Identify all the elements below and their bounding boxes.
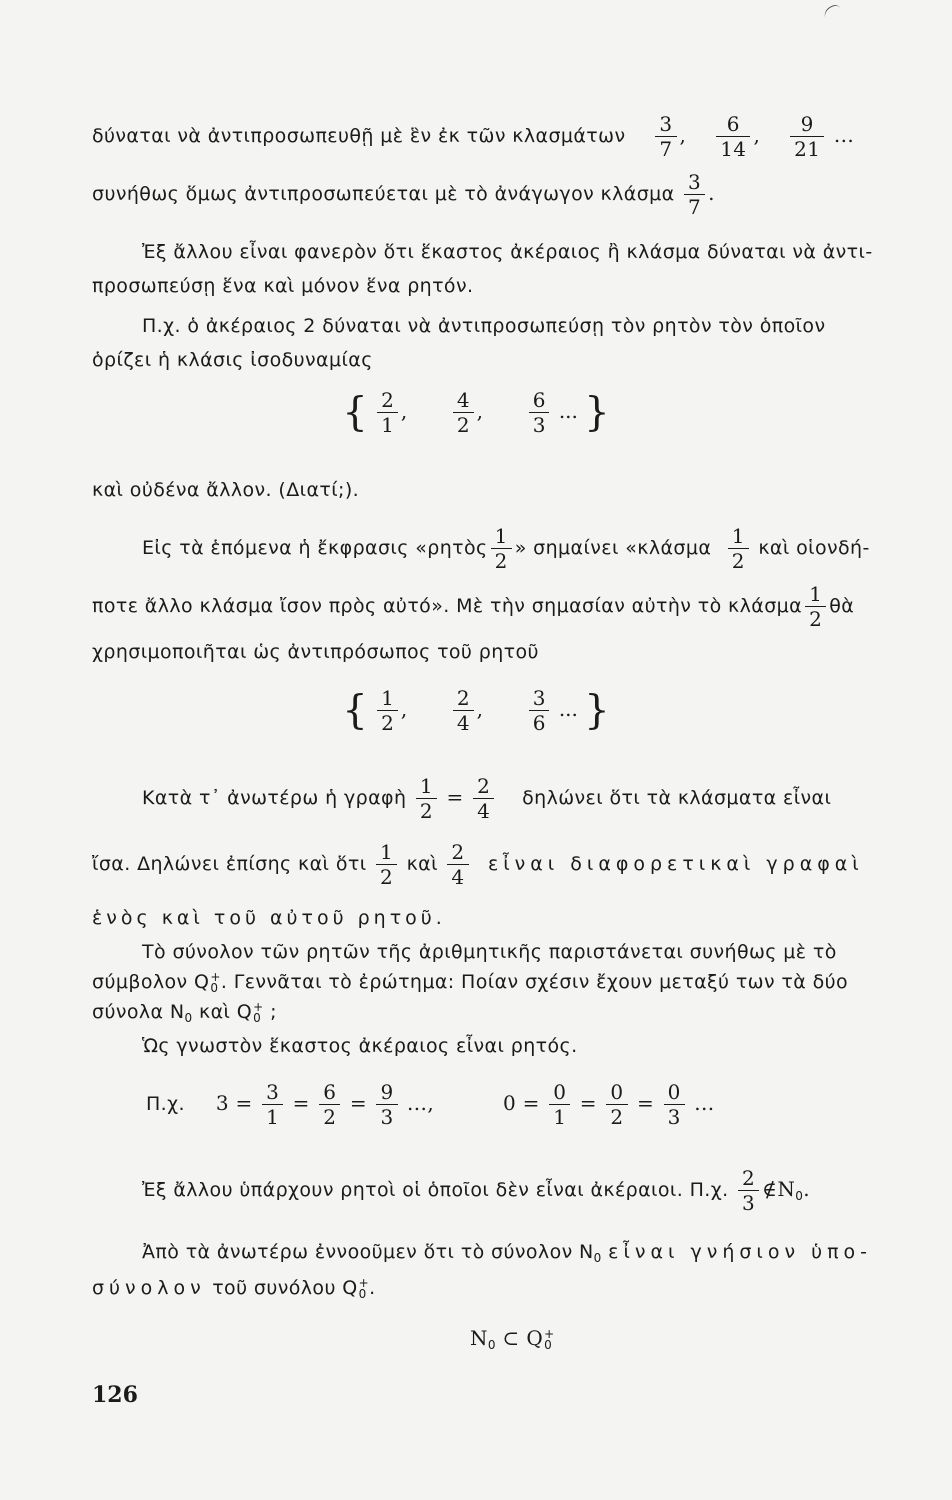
text-line-16: σύνολα $N_0$ καὶ Q + 0 ; (92, 999, 277, 1025)
text-line-12: ἴσα. Δηλώνει ἐπίσης καὶ ὅτι $\frac{1}{2}$ καὶ $\frac{2}{4}$ εἶναι διαφορετικαὶ γραφαὶ (92, 840, 864, 889)
text-line-13: ἑνὸς καὶ τοῦ αὐτοῦ ρητοῦ. (92, 907, 446, 929)
text-line-1: δύναται νὰ ἀντιπροσωπευθῇ μὲ ἓν ἐκ τῶν κλασμάτων $\frac{3}{7}$ , $\frac{6}{14}$ , $\frac{9}{21}$ ... (92, 112, 855, 161)
text-line-6: ὁρίζει ἡ κλάσις ἰσοδυναμίας (92, 349, 373, 371)
line-1-text: δύναται νὰ ἀντιπροσωπευθῇ μὲ ἓν ἐκ τῶν κλασμάτων (92, 125, 626, 147)
text-line-2: συνήθως ὅμως ἀντιπροσωπεύεται μὲ τὸ ἀνάγωγον κλάσμα $\frac{3}{7}$ . (92, 170, 715, 219)
fraction-3-7b: $\frac{3}{7}$ (684, 170, 705, 219)
fraction-9-21: $\frac{9}{21}$ (790, 112, 824, 161)
text-line-21: σύνολον τοῦ συνόλου Q + 0 . (92, 1275, 376, 1301)
text-line-19: Ἐξ ἄλλου ὑπάρχουν ρητοὶ οἱ ὁποῖοι δὲν εἶναι ἀκέραιοι. Π.χ. $\frac{2}{3}$ $\notin N_0$. (142, 1166, 811, 1215)
fraction-3-7: $\frac{3}{7}$ (655, 112, 676, 161)
text-line-18: Π.χ. 3 = $\frac{3}{1}$ = $\frac{6}{2}$ = $\frac{9}{3}$ ..., 0 = $\frac{0}{1}$ = $\frac{0}{2}$ = $\frac{0}{3}$ ... (146, 1080, 715, 1129)
ellipsis: ... (833, 123, 855, 147)
equivalence-class-set-1: { $\frac{2}{1}$ , $\frac{4}{2}$ , $\frac{6}{3}$ ... } (342, 388, 610, 437)
text-line-4: προσωπεύσῃ ἕνα καὶ μόνον ἕνα ρητόν. (92, 275, 474, 297)
fraction-6-14: $\frac{6}{14}$ (716, 112, 750, 161)
text-line-11: Κατὰ τ᾽ ἀνωτέρω ἡ γραφὴ $\frac{1}{2}$ = $\frac{2}{4}$ δηλώνει ὅτι τὰ κλάσματα εἶναι (142, 774, 832, 823)
text-line-7: καὶ οὐδένα ἄλλον. (Διατί;). (92, 479, 360, 501)
equivalence-class-set-2: { $\frac{1}{2}$ , $\frac{2}{4}$ , $\frac{3}{6}$ ... } (342, 686, 610, 735)
subset-formula: $N_0$ ⊂ Q + 0 (470, 1326, 555, 1352)
text-line-20: Ἀπὸ τὰ ἀνωτέρω ἐννοοῦμεν ὅτι τὸ σύνολον $N_0$ εἶναι γνήσιον ὑπο- (142, 1241, 873, 1265)
text-line-9: ποτε ἄλλο κλάσμα ἴσον πρὸς αὐτό». Μὲ τὴν σημασίαν αὐτὴν τὸ κλάσμα $\frac{1}{2}$ θὰ (92, 582, 855, 631)
page-number: 126 (92, 1382, 138, 1408)
text-line-10: χρησιμοποιῆται ὡς ἀντιπρόσωπος τοῦ ρητοῦ (92, 641, 539, 663)
text-line-15: σύμβολον Q + 0 . Γεννᾶται τὸ ἐρώτημα: Ποίαν σχέσιν ἔχουν μεταξύ των τὰ δύο (92, 969, 849, 995)
pencil-mark-icon (822, 3, 845, 24)
text-line-5: Π.χ. ὁ ἀκέραιος 2 δύναται νὰ ἀντιπροσωπεύσῃ τὸν ρητὸν τὸν ὁποῖον (142, 315, 826, 337)
text-line-8: Εἰς τὰ ἑπόμενα ἡ ἔκφρασις «ρητὸς $\frac{1}{2}$ » σημαίνει «κλάσμα $\frac{1}{2}$ καὶ οἱονδή- (142, 524, 870, 573)
text-line-3: Ἐξ ἄλλου εἶναι φανερὸν ὅτι ἕκαστος ἀκέραιος ἢ κλάσμα δύναται νὰ ἀντι- (142, 241, 873, 263)
text-line-17: Ὡς γνωστὸν ἕκαστος ἀκέραιος εἶναι ρητός. (142, 1035, 578, 1057)
text-line-14: Τὸ σύνολον τῶν ρητῶν τῆς ἀριθμητικῆς παριστάνεται συνήθως μὲ τὸ (142, 941, 837, 963)
